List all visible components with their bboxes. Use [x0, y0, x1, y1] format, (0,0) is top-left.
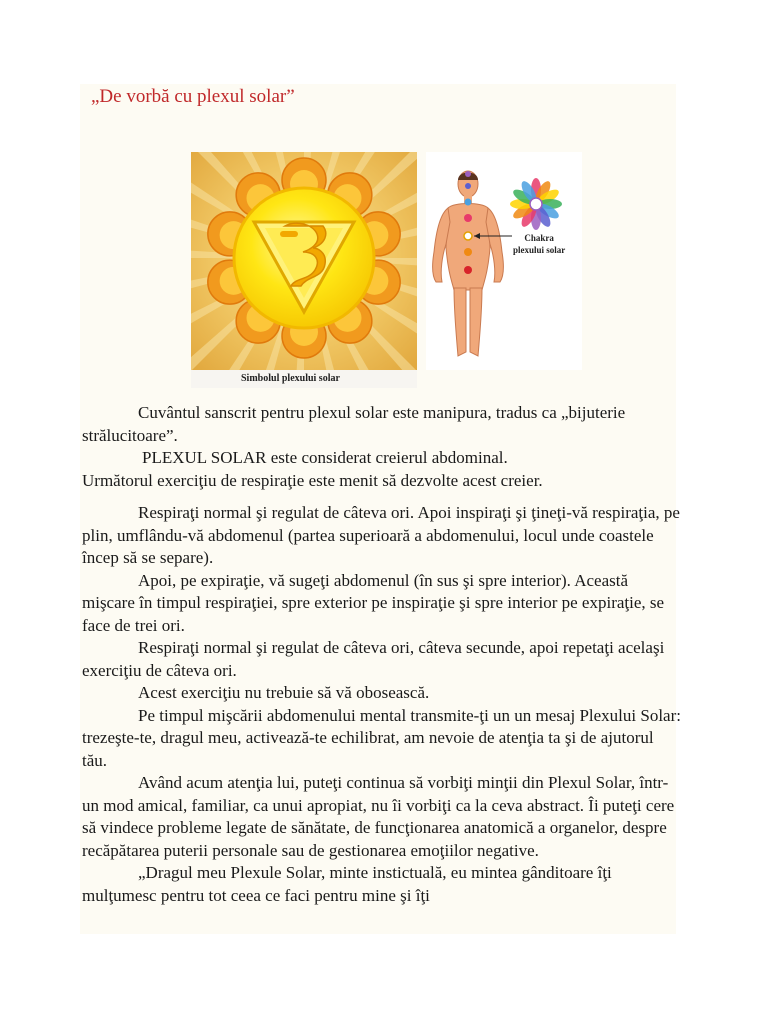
document-title: „De vorbă cu plexul solar”: [91, 86, 295, 107]
chakra-caption: [513, 232, 565, 256]
paragraph: „Dragul meu Plexule Solar, minte instictuală, eu mintea gânditoare îţi mulţumesc pentru tot ceea ce faci pentru mine şi îţi: [82, 863, 612, 905]
chakra-caption-line1: Chakra: [524, 233, 554, 243]
paragraph: Respiraţi normal şi regulat de câteva ori, câteva secunde, apoi repetaţi acelaşi exerciţiu de câteva ori.: [82, 638, 665, 680]
chakra-caption-line2: plexului solar: [513, 245, 566, 255]
manipura-symbol-icon: [191, 152, 417, 370]
paragraph: PLEXUL SOLAR este considerat creierul abdominal.: [142, 448, 508, 467]
paragraph: Cuvântul sanscrit pentru plexul solar este manipura, tradus ca „bijuterie strălucitoare”.: [82, 403, 626, 445]
article-body: [82, 402, 682, 907]
paragraph: Acest exerciţiu nu trebuie să vă obosească.: [138, 683, 430, 702]
paragraph: Respiraţi normal şi regulat de câteva ori. Apoi inspiraţi şi ţineţi-vă respiraţia, pe plin, umflându-vă abdomenul (partea superioară a abdomenului, locul unde coastele încep să se separe).: [82, 503, 680, 567]
chakra-body-image: [426, 152, 582, 370]
human-body-chakra-icon: [426, 152, 582, 370]
paragraph: Următorul exerciţiu de respiraţie este menit să dezvolte acest creier.: [82, 470, 543, 490]
solar-plexus-symbol-image: [191, 152, 417, 370]
paragraph: Având acum atenţia lui, puteţi continua să vorbiţi minţii din Plexul Solar, într-un mod amical, familiar, ca unui apropiat, nu îi vorbiţi ca la ceva abstract. Îi puteţi cere să vindece probleme legate de sănătate, de funcţionarea anatomică a organelor, despre recăpătarea puterii personale sau de gestionarea emoţiilor negative.: [82, 773, 675, 860]
paragraph: Pe timpul mişcării abdomenului mental transmite-ţi un un mesaj Plexului Solar: trezeşte-te, dragul meu, activează-te echilibrat, am nevoie de atenţia ta şi de ajutorul tău.: [82, 705, 681, 770]
symbol-caption: Simbolul plexului solar: [191, 370, 417, 388]
paragraph: Apoi, pe expiraţie, vă sugeţi abdomenul (în sus şi spre interior). Această mişcare în timpul respiraţiei, spre exterior pe inspiraţie şi spre interior pe expiraţie, se face de trei ori.: [82, 570, 665, 635]
